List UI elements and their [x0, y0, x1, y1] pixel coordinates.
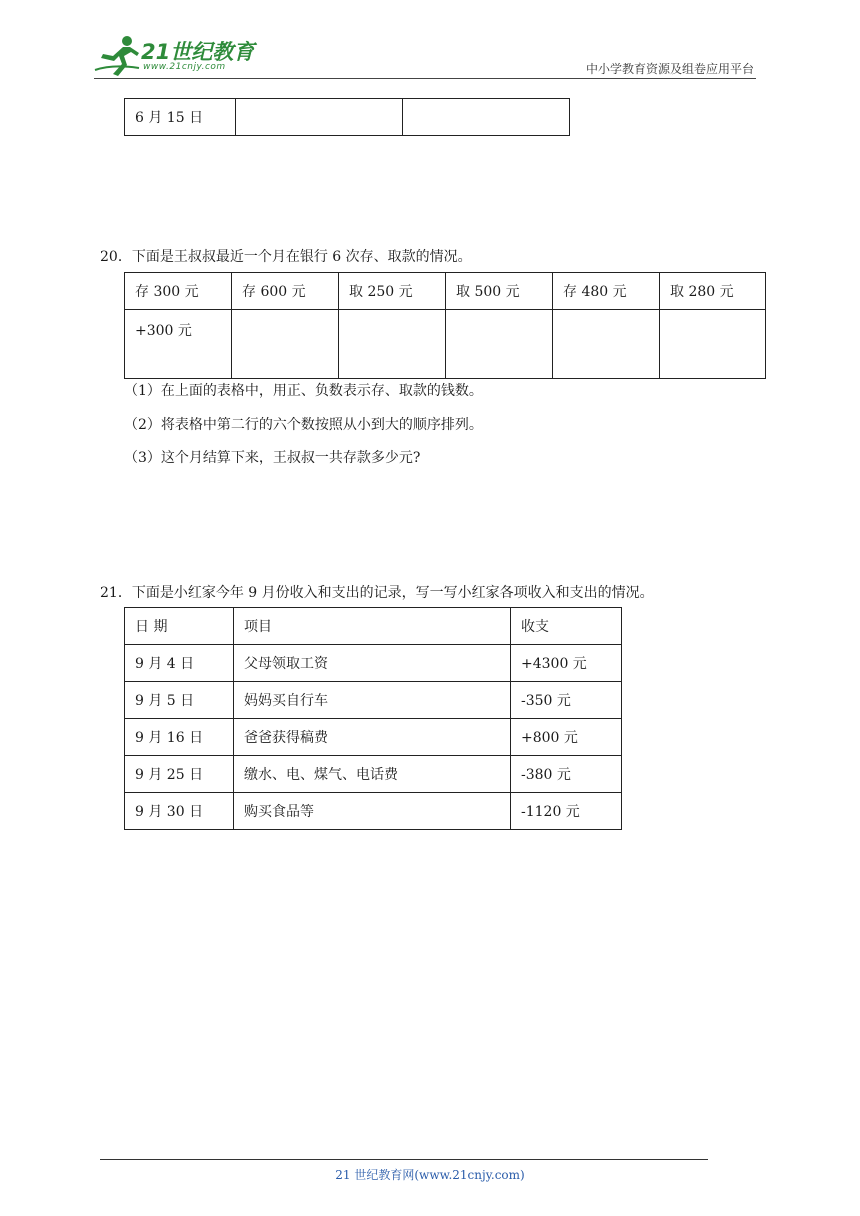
table-cell: 存 480 元 — [553, 273, 660, 310]
sub-question-2: （2）将表格中第二行的六个数按照从小到大的顺序排列。 — [124, 417, 483, 433]
income-expense-table — [124, 607, 622, 830]
column-header: 项目 — [234, 608, 511, 645]
table-row — [125, 645, 622, 682]
table-cell: 父母领取工资 — [234, 645, 511, 682]
table-cell: 9 月 16 日 — [125, 719, 234, 756]
table-header-row — [125, 608, 622, 645]
table-row — [125, 756, 622, 793]
question-21-stem — [100, 582, 654, 602]
table-cell: 取 250 元 — [339, 273, 446, 310]
table-row — [125, 682, 622, 719]
table-cell: 9 月 5 日 — [125, 682, 234, 719]
table-cell — [660, 310, 766, 379]
table-cell: 妈妈买自行车 — [234, 682, 511, 719]
table-cell: 爸爸获得稿费 — [234, 719, 511, 756]
table-cell: +800 元 — [511, 719, 622, 756]
table-cell — [446, 310, 553, 379]
table-row — [125, 273, 766, 310]
table-cell: 存 300 元 — [125, 273, 232, 310]
table-cell: -380 元 — [511, 756, 622, 793]
table-cell: +4300 元 — [511, 645, 622, 682]
table-cell: 9 月 25 日 — [125, 756, 234, 793]
footer-link[interactable]: 21 世纪教育网(www.21cnjy.com) — [335, 1168, 525, 1182]
table-cell: +300 元 — [125, 310, 232, 379]
column-header: 日 期 — [125, 608, 234, 645]
table-cell — [553, 310, 660, 379]
table-row — [125, 793, 622, 830]
logo-url: www.21cnjy.com — [143, 62, 226, 72]
continued-table — [124, 98, 570, 136]
table-cell — [403, 99, 570, 136]
logo-text: 21世纪教育 — [141, 40, 255, 64]
question-20-stem — [100, 246, 472, 266]
header-platform-text: 中小学教育资源及组卷应用平台 — [585, 62, 754, 76]
footer-divider — [100, 1159, 708, 1160]
table-row — [125, 310, 766, 379]
sub-question-1: （1）在上面的表格中，用正、负数表示存、取款的钱数。 — [124, 383, 483, 399]
table-cell: 存 600 元 — [232, 273, 339, 310]
question-number: 20． — [100, 249, 132, 265]
question-text: 下面是小红家今年 9 月份收入和支出的记录，写一写小红家各项收入和支出的情况。 — [131, 585, 654, 601]
table-cell: 6 月 15 日 — [125, 99, 236, 136]
table-cell: 9 月 4 日 — [125, 645, 234, 682]
sub-question-3: （3）这个月结算下来，王叔叔一共存款多少元? — [124, 450, 421, 466]
table-cell — [236, 99, 403, 136]
table-row — [125, 719, 622, 756]
table-cell — [339, 310, 446, 379]
table-cell — [232, 310, 339, 379]
table-cell: 取 280 元 — [660, 273, 766, 310]
table-cell: 购买食品等 — [234, 793, 511, 830]
site-logo — [93, 34, 263, 78]
table-row — [125, 99, 570, 136]
question-number: 21． — [100, 585, 132, 601]
table-cell: 9 月 30 日 — [125, 793, 234, 830]
header-divider — [94, 78, 756, 79]
runner-logo-icon — [93, 34, 143, 78]
bank-transactions-table — [124, 272, 766, 379]
column-header: 收支 — [511, 608, 622, 645]
table-cell: -350 元 — [511, 682, 622, 719]
table-cell: 缴水、电、煤气、电话费 — [234, 756, 511, 793]
table-cell: -1120 元 — [511, 793, 622, 830]
question-text: 下面是王叔叔最近一个月在银行 6 次存、取款的情况。 — [131, 249, 472, 265]
table-cell: 取 500 元 — [446, 273, 553, 310]
